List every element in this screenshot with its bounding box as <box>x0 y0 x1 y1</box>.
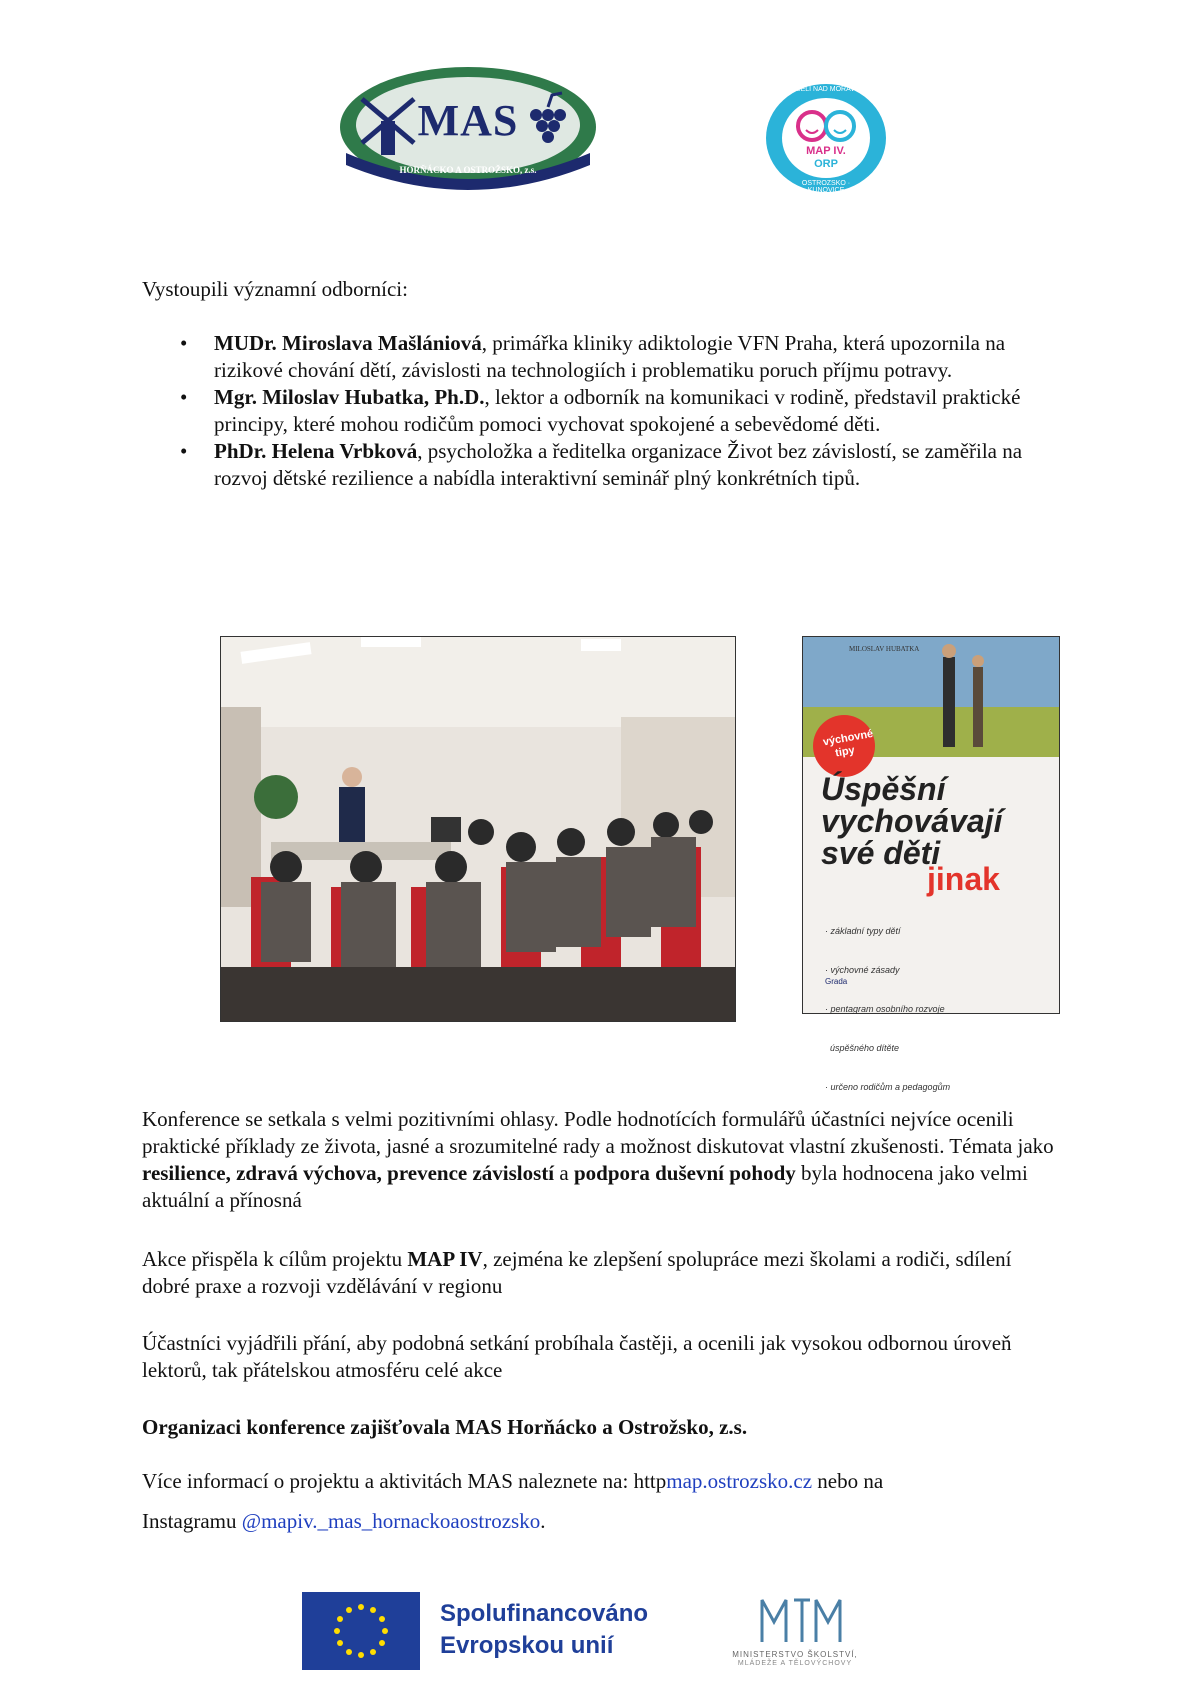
book-bullet: úspěšného dítěte <box>825 1043 900 1053</box>
mas-logo-subtitle: HORŇÁCKO A OSTROŽSKO, z.s. <box>399 165 537 175</box>
eu-flag-logo <box>302 1592 420 1670</box>
book-bullet: · výchovné zásady <box>825 965 900 975</box>
website-link[interactable]: map.ostrozsko.cz <box>666 1469 813 1493</box>
bullet-icon: • <box>180 385 188 409</box>
paragraph-project <box>142 1246 1062 1300</box>
more-info-text: nebo na <box>812 1469 884 1493</box>
book-title-3: své děti <box>821 835 941 871</box>
book-badge-text: výchovné tipy <box>822 727 875 760</box>
book-publisher: Grada <box>825 977 848 986</box>
paragraph-text: , zejména ke zlepšení spolupráce mezi školami a rodiči, sdílení dobré praxe a rozvoji vzdělávání v regionu <box>142 1247 1012 1298</box>
eu-line-1: Spolufinancováno <box>440 1600 649 1627</box>
book-bullet: · základní typy dětí <box>825 926 901 936</box>
speaker-name: MUDr. Miroslava Mašlániová <box>214 331 482 355</box>
conference-photo-graphic <box>221 637 735 1021</box>
eu-stars-icon <box>302 1592 420 1670</box>
more-info-text: Více informací o projektu a aktivitách MAS naleznete na: http <box>142 1469 667 1493</box>
eu-cofunded-text <box>440 1598 648 1662</box>
book-title-1: Úspěšní <box>821 771 946 807</box>
paragraph-organizer <box>142 1414 1062 1441</box>
speaker-name: Mgr. Miloslav Hubatka, Ph.D. <box>214 385 485 409</box>
mas-logo-text: MAS <box>417 96 519 145</box>
msmt-line-2: MLÁDEŽE A TĚLOVÝCHOVY <box>737 1660 853 1667</box>
paragraph-bold: MAP IV <box>407 1247 483 1271</box>
organizer-text: Organizaci konference zajišťovala MAS Horňácko a Ostrožsko, z.s. <box>142 1415 748 1439</box>
paragraph-feedback <box>142 1106 1062 1214</box>
paragraph-more-info-line1 <box>142 1468 1082 1495</box>
map-logo-ring-top: VESELÍ NAD MORAVOU <box>786 86 866 93</box>
map-logo <box>764 82 888 194</box>
speaker-description: , primářka kliniky adiktologie VFN Praha, která upozornila na rizikové chování dětí, závislosti na technologiích i problematiku poruch příjmu potravy. <box>214 331 1006 382</box>
more-info-text: . <box>540 1509 546 1533</box>
speaker-name: PhDr. Helena Vrbková <box>214 439 418 463</box>
eu-line-2: Evropskou unií <box>440 1632 614 1659</box>
speaker-list <box>142 330 1062 492</box>
msmt-line-1: MINISTERSTVO ŠKOLSTVÍ, <box>732 1650 858 1659</box>
bullet-icon: • <box>180 331 188 355</box>
msmt-emblem-icon <box>710 1592 880 1648</box>
bullet-icon: • <box>180 439 188 463</box>
instagram-link[interactable]: @mapiv._mas_hornackoaostrozsko <box>241 1509 541 1533</box>
map-logo-graphic <box>764 82 888 194</box>
msmt-logo <box>710 1592 880 1672</box>
paragraph-participants: Účastníci vyjádřili přání, aby podobná setkání probíhala častěji, a ocenili jak vysokou odbornou úroveň lektorů, tak přátelskou atmosféru celé akce <box>142 1331 1012 1382</box>
paragraph-text: Akce přispěla k cílům projektu <box>142 1247 408 1271</box>
paragraph-more-info-line2 <box>142 1508 1062 1535</box>
paragraph-text: Konference se setkala s velmi pozitivními ohlasy. Podle hodnotících formulářů účastníci nejvíce ocenili praktické příklady ze života, jasné a srozumitelné rady a možnost diskutovat vlastní zkušenosti. Témata jako <box>142 1107 1054 1158</box>
map-logo-ring-bottom: OSTROZSKO · KUNOVICE <box>801 180 851 194</box>
conference-photo <box>220 636 736 1022</box>
speaker-item <box>142 438 1062 492</box>
map-logo-subtitle: ORP <box>814 158 838 170</box>
paragraph-text: byla hodnocena jako velmi aktuální a přínosná <box>142 1161 1028 1212</box>
book-bullets <box>825 899 950 1120</box>
more-info-text: Instagramu <box>142 1509 242 1533</box>
paragraph-bold: podpora duševní pohody <box>573 1161 796 1185</box>
intro-text: Vystoupili významní odborníci: <box>142 277 408 301</box>
speaker-item <box>142 384 1062 438</box>
book-bullet: · pentagram osobního rozvoje <box>825 1004 945 1014</box>
book-cover <box>802 636 1060 1092</box>
speaker-item <box>142 330 1062 384</box>
paragraph-text: a <box>554 1161 574 1185</box>
speaker-description: , lektor a odborník na komunikaci v rodině, představil praktické principy, které mohou rodičům pomoci vychovat spokojené a sebevědomé děti. <box>214 385 1021 436</box>
book-author: MILOSLAV HUBATKA <box>849 645 920 653</box>
book-title-4: jinak <box>927 861 1000 897</box>
map-logo-title: MAP IV. <box>806 145 846 157</box>
book-bullet: · určeno rodičům a pedagogům <box>825 1082 951 1092</box>
book-title-2: vychovávají <box>821 803 1003 839</box>
mas-logo <box>336 65 600 195</box>
speaker-description: , psycholožka a ředitelka organizace Život bez závislostí, se zaměřila na rozvoj dětské rezilience a nabídla interaktivní seminář plný konkrétních tipů. <box>214 439 1023 490</box>
paragraph-bold: resilience, zdravá výchova, prevence závislostí <box>142 1161 555 1185</box>
